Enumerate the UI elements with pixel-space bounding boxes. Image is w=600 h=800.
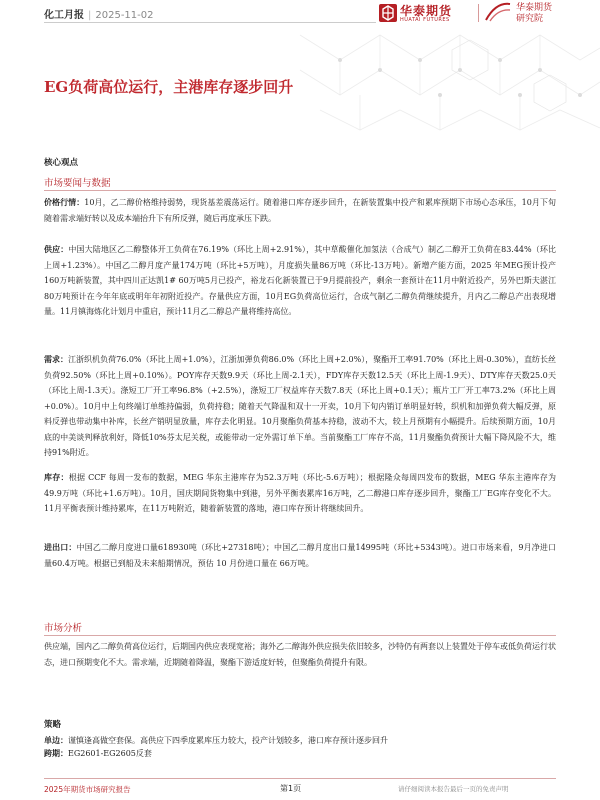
strategy-block xyxy=(44,718,556,760)
strategy-text: 谨慎逢高做空套保。高供应下四季度累库压力较大，投产计划较多，港口库存预计逐步回升 xyxy=(68,736,388,745)
footer-report-name: 2025年期货市场研究报告 xyxy=(44,785,131,794)
research-institute-logo xyxy=(484,0,560,26)
paragraph-lead: 供应： xyxy=(44,245,69,254)
logo2-line2: 研究院 xyxy=(516,14,544,24)
strategy-row xyxy=(44,734,556,747)
paragraph-lead: 需求： xyxy=(44,355,69,364)
research-logo-mark-icon xyxy=(484,0,512,24)
paragraph-demand xyxy=(44,352,556,461)
paragraph-analysis: 供应端，国内乙二醇负荷高位运行，后期国内供应表现宽裕；海外乙二醇海外供应损失依旧较多，沙特仍有两套以上装置处于停车或低负荷运行状态，进口预期变化不大。需求端，近期随着降温，聚酯下游适度好转，但聚酯负荷提升有限。 xyxy=(44,642,556,667)
paragraph-price xyxy=(44,195,556,226)
paragraph-text: 根据 CCF 每周一发布的数据，MEG 华东主港库存为52.3万吨（环比-5.6万吨）；根据隆众每周四发布的数据，MEG 华东主港库存为49.9万吨（环比+1.6万吨）。10月，国庆期间货物集中到港，另外平衡表累库16万吨，乙二醇港口库存逐步回升，聚酯工厂EG库存变化不大。11月平衡表预计维持累库，在11万吨附近，随着新装置的落地，港口库存预计将继续回升。 xyxy=(44,473,556,513)
header-rule xyxy=(44,22,376,23)
paragraph-text: 10月，乙二醇价格维持弱势，现货基差震荡运行。随着港口库存逐步回升，在新装置集中投产和累库预期下市场心态承压，10月下旬随着需求端好转以及成本端抬升下有所反弹，随后再度承压下跌。 xyxy=(44,198,556,223)
paragraph-lead: 库存： xyxy=(44,473,69,482)
paragraph-supply xyxy=(44,242,556,320)
disclaimer-note: 请仔细阅读本报告最后一页的免责声明 xyxy=(398,785,509,793)
page-number: 第1页 xyxy=(280,784,302,793)
logo1-cn: 华泰期货 xyxy=(400,4,453,18)
strategy-lead: 跨期： xyxy=(44,749,68,758)
paragraph-text: 江浙织机负荷76.0%（环比上周+1.0%），江浙加弹负荷86.0%（环比上周+2.0%），聚酯开工率91.70%（环比上周-0.30%），直纺长丝负荷92.50%（环比上周+0.10%）。POY库存天数9.9天（环比上周-2.1天），FDY库存天数12.5天（环比上周-1.9天）、DTY库存天数25.0天（环比上周-1.3天）。涤短工厂开工率96.8%（+2.5%），涤短工厂权益库存天数7.8天（环比上周+0.1天）；瓶片工厂开工率73.2%（环比上周+0.0%）。10月中上旬终端订单维持偏弱，负荷持稳；随着天气降温和双十一开卖，10月下旬内销订单明显好转，织机和加弹负荷大幅反弹，原料反弹也带动集中补库，长丝产销明显放量，库存去化明显。10月聚酯负荷基本持稳，波动不大，较上月预期有小幅提升。后续预期方面，10月底的中美谈判释放利好，降低10%芬太尼关税，或能带动一定外需订单下单。当前聚酯工厂库存不高，11月聚酯负荷预计大幅下降风险不大，维持91%附近。 xyxy=(44,355,557,457)
huatai-logo-mark-icon xyxy=(378,3,398,23)
section-rule-news xyxy=(44,190,556,191)
paragraph-inventory xyxy=(44,470,556,517)
logo2-line1: 华泰期货 xyxy=(516,3,553,13)
footer-rule xyxy=(44,778,556,779)
page-header xyxy=(0,0,600,30)
paragraph-import-export xyxy=(44,540,556,571)
strategy-title: 策略 xyxy=(44,720,62,730)
logo-divider xyxy=(478,4,479,22)
report-date: 2025-11-02 xyxy=(95,10,154,21)
paragraph-lead: 进出口： xyxy=(44,543,77,552)
huatai-futures-logo xyxy=(378,2,478,26)
report-meta: 化工月报 | 2025-11-02 xyxy=(44,10,154,21)
report-type: 化工月报 xyxy=(44,10,84,21)
core-views-label: 核心观点 xyxy=(44,158,79,168)
page-title: EG负荷高位运行，主港库存逐步回升 xyxy=(44,78,294,96)
strategy-lead: 单边： xyxy=(44,736,68,745)
strategy-text: EG2601-EG2605反套 xyxy=(68,749,152,758)
paragraph-text: 中国大陆地区乙二醇整体开工负荷在76.19%（环比上周+2.91%），其中草酸催化加氢法（合成气）制乙二醇开工负荷在83.44%（环比上周+1.23%）。中国乙二醇月度产量174万吨（环比+5万吨），月度损失量86万吨（环比-13万吨）。新增产能方面，2025 年MEG预计投产160万吨新装置，其中四川正达凯1# 60万吨5月已投产，裕龙石化新装置已于9月提前投产，剩余一套预计在11月中附近投产，另外巴斯夫湛江80万吨预计在今年年底或明年年初附近投产。存量供应方面，10月EG负荷高位运行，合成气制乙二醇负荷继续提升，月内乙二醇总产出表现增量。11月镇海炼化计划月中重启，预计11月乙二醇总产量将维持高位。 xyxy=(44,245,557,316)
logo1-en: HUATAI FUTURES xyxy=(400,17,450,23)
strategy-row xyxy=(44,747,556,760)
section-heading-analysis: 市场分析 xyxy=(44,623,83,634)
paragraph-text: 中国乙二醇月度进口量618930吨（环比+27318吨）；中国乙二醇月度出口量14995吨（环比+5343吨）。进口市场来看，9月净进口量60.4万吨。根据已到船及未来船期情况，预估 10 月份进口量在 66万吨。 xyxy=(44,543,557,568)
paragraph-lead: 价格行情： xyxy=(44,198,85,207)
section-rule-analysis xyxy=(44,635,556,636)
section-heading-news: 市场要闻与数据 xyxy=(44,178,111,189)
